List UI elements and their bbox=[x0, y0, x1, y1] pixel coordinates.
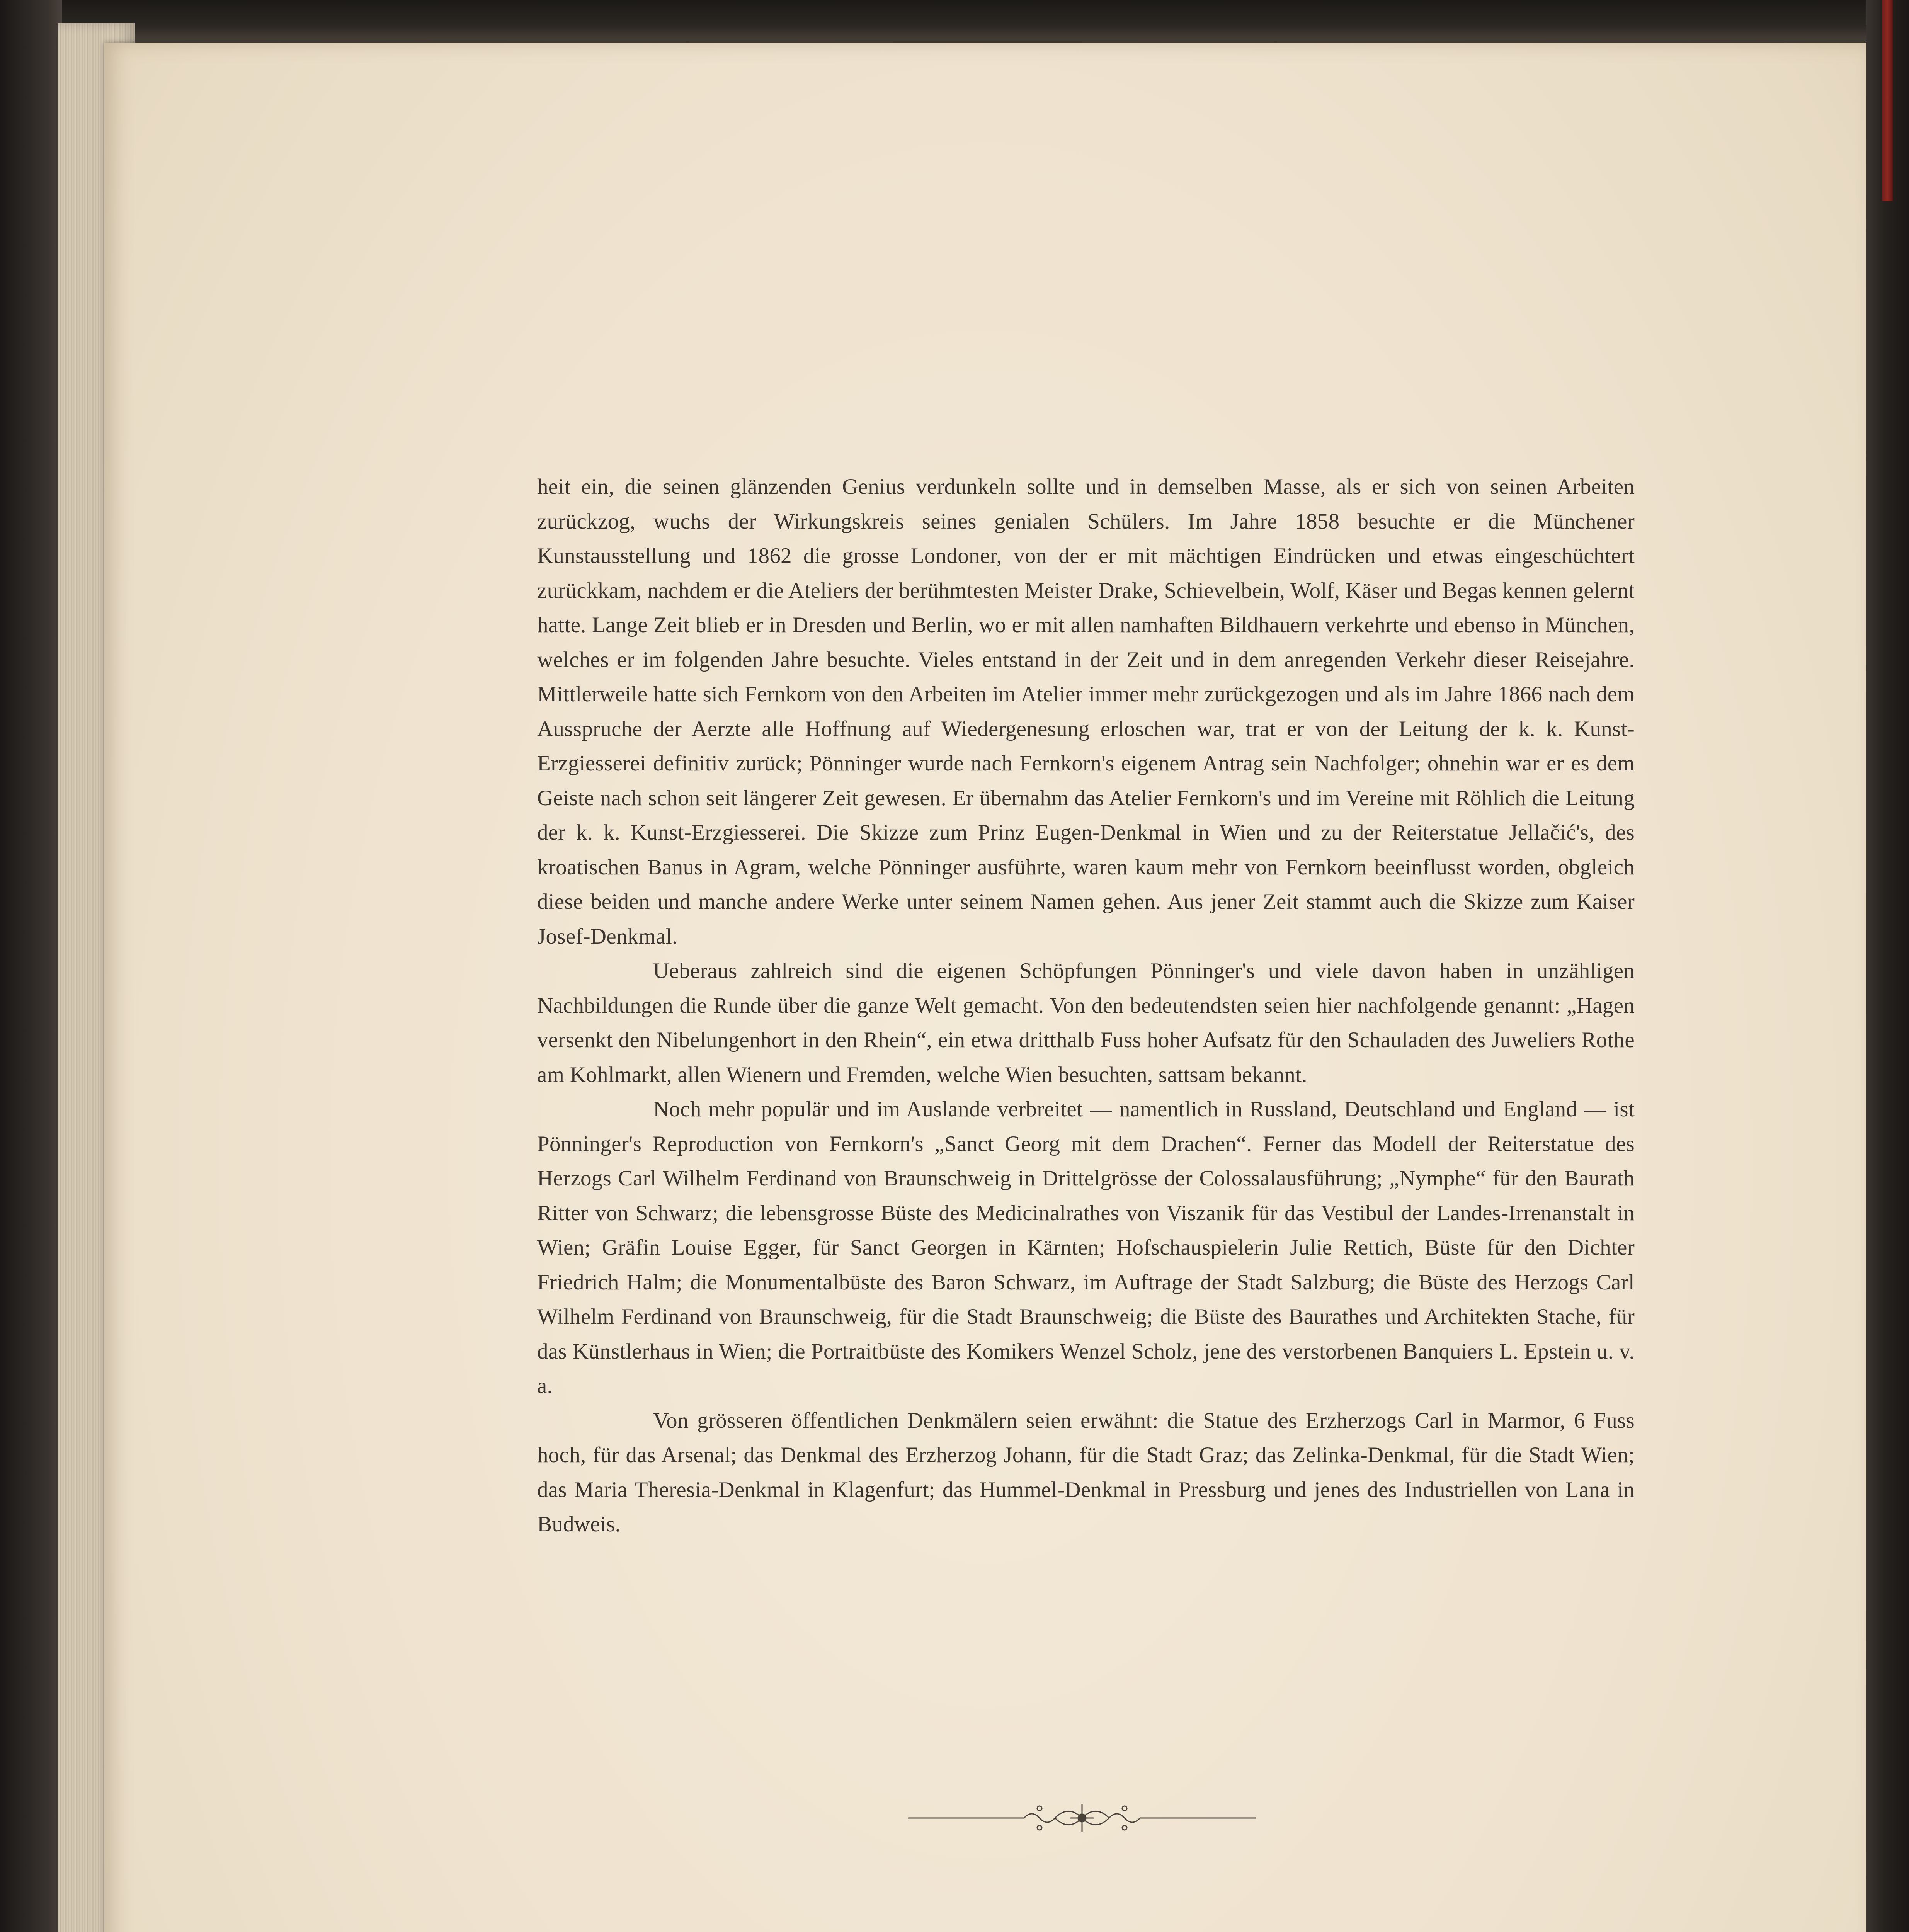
body-text bbox=[537, 469, 1635, 1542]
paragraph-3: Noch mehr populär und im Auslande verbreitet — namentlich in Russland, Deutschland und England — ist Pönninger's Reproduction von Fernkorn's „Sanct Georg mit dem Drachen“. Ferner das Modell der Reiterstatue des Herzogs Carl Wilhelm Ferdinand von Braunschweig in Drittelgrösse der Colossalausführung; „Nymphe“ für den Baurath Ritter von Schwarz; die lebensgrosse Büste des Medicinalrathes von Viszanik für das Vestibul der Landes-Irrenanstalt in Wien; Gräfin Louise Egger, für Sanct Georgen in Kärnten; Hofschauspielerin Julie Rettich, Büste für den Dichter Friedrich Halm; die Monumentalbüste des Baron Schwarz, im Auftrage der Stadt Salzburg; die Büste des Herzogs Carl Wilhelm Ferdinand von Braunschweig, für die Stadt Braunschweig; die Büste des Baurathes und Architekten Stache, für das Künstlerhaus in Wien; die Portraitbüste des Komikers Wenzel Scholz, jene des verstorbenen Banquiers L. Epstein u. v. a. bbox=[537, 1097, 1635, 1398]
tailpiece-ornament-icon bbox=[908, 1801, 1256, 1835]
paragraph-4: Von grösseren öffentlichen Denkmälern seien erwähnt: die Statue des Erzherzogs Carl in Marmor, 6 Fuss hoch, für das Arsenal; das Denkmal des Erzherzog Johann, für die Stadt Graz; das Zelinka-Denkmal, für die Stadt Wien; das Maria Theresia-Denkmal in Klagenfurt; das Hummel-Denkmal in Pressburg und jenes des Industriellen von Lana in Budweis. bbox=[537, 1408, 1635, 1536]
book-cover-top-edge bbox=[0, 0, 1909, 43]
book-cover-right-edge bbox=[1866, 0, 1909, 1932]
paragraph-1: heit ein, die seinen glänzenden Genius verdunkeln sollte und in demselben Masse, als er sich von seinen Arbeiten zurückzog, wuchs der Wirkungskreis seines genialen Schülers. Im Jahre 1858 besuchte er die Münchener Kunstausstellung und 1862 die grosse Londoner, von der er mit mächtigen Eindrücken und etwas eingeschüchtert zurückkam, nachdem er die Ateliers der berühmtesten Meister Drake, Schievelbein, Wolf, Käser und Begas kennen gelernt hatte. Lange Zeit blieb er in Dresden und Berlin, wo er mit allen namhaften Bildhauern verkehrte und ebenso in München, welches er im folgenden Jahre besuchte. Vieles entstand in der Zeit und in dem anregenden Verkehr dieser Reisejahre. Mittlerweile hatte sich Fernkorn von den Arbeiten im Atelier immer mehr zurückgezogen und als im Jahre 1866 nach dem Ausspruche der Aerzte alle Hoffnung auf Wiedergenesung erloschen war, trat er von der Leitung der k. k. Kunst-Erzgiesserei definitiv zurück; Pönninger wurde nach Fernkorn's eigenem Antrag sein Nachfolger; ohnehin war er es dem Geiste nach schon seit längerer Zeit gewesen. Er übernahm das Atelier Fernkorn's und im Vereine mit Röhlich die Leitung der k. k. Kunst-Erzgiesserei. Die Skizze zum Prinz Eugen-Denkmal in Wien und zu der Reiterstatue Jellačić's, des kroatischen Banus in Agram, welche Pönninger ausführte, waren kaum mehr von Fernkorn beeinflusst worden, obgleich diese beiden und manche andere Werke unter seinem Namen gehen. Aus jener Zeit stammt auch die Skizze zum Kaiser Josef-Denkmal. bbox=[537, 474, 1635, 949]
paragraph-2: Ueberaus zahlreich sind die eigenen Schöpfungen Pönninger's und viele davon haben in unzähligen Nachbildungen die Runde über die ganze Welt gemacht. Von den bedeutendsten seien hier nachfolgende genannt: „Hagen versenkt den Nibelungenhort in den Rhein“, ein etwa dritthalb Fuss hoher Aufsatz für den Schauladen des Juweliers Rothe am Kohlmarkt, allen Wienern und Fremden, welche Wien besuchten, sattsam bekannt. bbox=[537, 959, 1635, 1087]
book-binding-left bbox=[0, 0, 62, 1932]
